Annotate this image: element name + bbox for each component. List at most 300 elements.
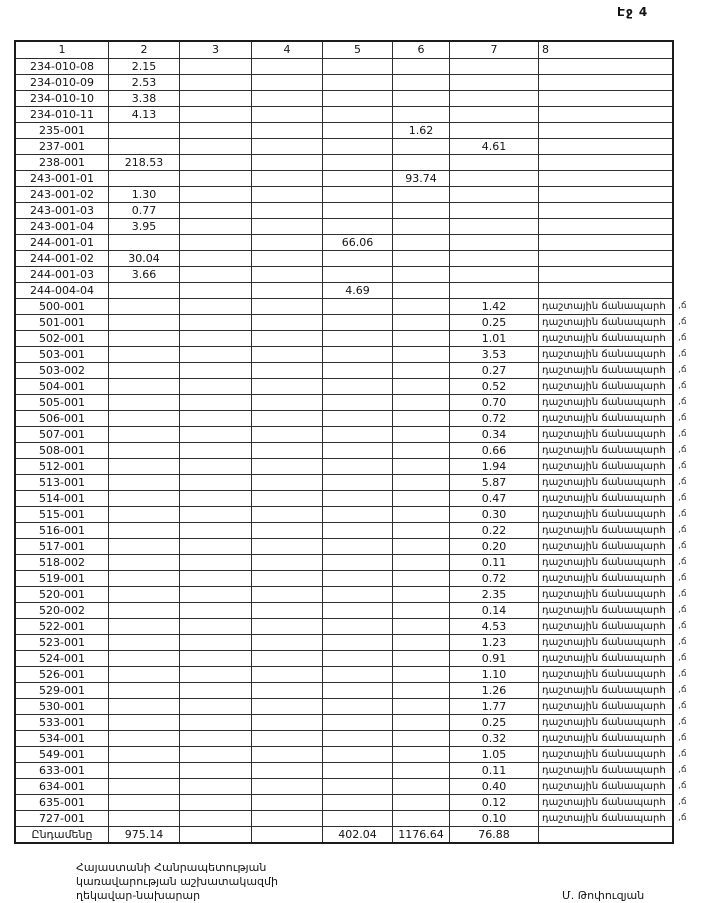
cell-col3 xyxy=(179,475,251,490)
cell-col8: դաշտային ճանապարհ xyxy=(538,747,672,762)
cell-col4 xyxy=(251,59,322,74)
cell-col5 xyxy=(322,91,392,106)
cell-col6: 1.62 xyxy=(392,123,449,138)
cell-col8: դաշտային ճանապարհ xyxy=(538,715,672,730)
cell-col5 xyxy=(322,475,392,490)
cell-col1: 634-001 xyxy=(39,780,85,793)
cell-col5 xyxy=(322,795,392,810)
cell-col4 xyxy=(251,107,322,122)
cell-col6 xyxy=(392,747,449,762)
cell-col8: դաշտային ճանապարհ xyxy=(538,683,672,698)
handwritten-margin-mark: ,ճ xyxy=(678,653,687,663)
cell-col6 xyxy=(392,555,449,570)
cell-col5 xyxy=(322,107,392,122)
cell-col2: 30.04 xyxy=(108,251,179,266)
cell-col6: 93.74 xyxy=(392,171,449,186)
table-row xyxy=(16,458,672,474)
cell-col2 xyxy=(108,283,179,298)
cell-col1: 238-001 xyxy=(39,156,85,169)
table-row xyxy=(16,58,672,74)
table-header-row xyxy=(16,42,672,58)
handwritten-margin-mark: ,ճ xyxy=(678,365,687,375)
cell-col4 xyxy=(251,427,322,442)
cell-col2: 4.13 xyxy=(108,107,179,122)
cell-col1: 635-001 xyxy=(39,796,85,809)
cell-col4 xyxy=(251,171,322,186)
cell-col8: դաշտային ճանապարհ xyxy=(538,427,672,442)
cell-col8: դաշտային ճանապարհ xyxy=(538,731,672,746)
handwritten-margin-mark: ,ճ xyxy=(678,813,687,823)
cell-col7: 1.26 xyxy=(449,683,538,698)
cell-col3 xyxy=(179,299,251,314)
cell-col4 xyxy=(251,619,322,634)
cell-col7: 0.25 xyxy=(449,315,538,330)
cell-col8 xyxy=(538,219,672,234)
cell-col5 xyxy=(322,811,392,826)
cell-col6 xyxy=(392,795,449,810)
table-row xyxy=(16,74,672,90)
cell-col1: 513-001 xyxy=(39,476,85,489)
cell-col4 xyxy=(251,139,322,154)
cell-col2 xyxy=(108,763,179,778)
cell-col1: 507-001 xyxy=(39,428,85,441)
cell-col3 xyxy=(179,59,251,74)
header-cell: 6 xyxy=(392,42,449,58)
cell-col5 xyxy=(322,123,392,138)
cell-col3 xyxy=(179,411,251,426)
cell-col7 xyxy=(449,123,538,138)
cell-col8 xyxy=(538,123,672,138)
cell-col2 xyxy=(108,411,179,426)
cell-col1: 633-001 xyxy=(39,764,85,777)
cell-col1: 234-010-09 xyxy=(30,76,94,89)
cell-col5 xyxy=(322,347,392,362)
cell-col6 xyxy=(392,459,449,474)
cell-col3 xyxy=(179,379,251,394)
handwritten-margin-mark: ,ճ xyxy=(678,445,687,455)
cell-col1: 523-001 xyxy=(39,636,85,649)
cell-col7: 0.34 xyxy=(449,427,538,442)
cell-col7 xyxy=(449,283,538,298)
table-row xyxy=(16,170,672,186)
footer-line: կառավարության աշխատակազմի xyxy=(76,875,278,888)
cell-col5 xyxy=(322,635,392,650)
table-row xyxy=(16,634,672,650)
cell-col4 xyxy=(251,635,322,650)
cell-col4 xyxy=(251,651,322,666)
cell-col3 xyxy=(179,555,251,570)
cell-col7 xyxy=(449,187,538,202)
cell-col3 xyxy=(179,139,251,154)
cell-col7: 5.87 xyxy=(449,475,538,490)
cell-col5 xyxy=(322,523,392,538)
table-row xyxy=(16,586,672,602)
cell-col8: դաշտային ճանապարհ xyxy=(538,603,672,618)
cell-col7: 3.53 xyxy=(449,347,538,362)
cell-col7: 1.23 xyxy=(449,635,538,650)
handwritten-margin-mark: ,ճ xyxy=(678,701,687,711)
cell-col4 xyxy=(251,331,322,346)
cell-col2: 2.53 xyxy=(108,75,179,90)
cell-col1: 244-001-03 xyxy=(30,268,94,281)
cell-col6 xyxy=(392,235,449,250)
cell-col8: դաշտային ճանապարհ xyxy=(538,555,672,570)
cell-col5 xyxy=(322,651,392,666)
cell-col2 xyxy=(108,523,179,538)
cell-col2 xyxy=(108,315,179,330)
cell-col6 xyxy=(392,443,449,458)
cell-col3 xyxy=(179,683,251,698)
cell-col6 xyxy=(392,731,449,746)
table-row xyxy=(16,778,672,794)
cell-col3 xyxy=(179,539,251,554)
cell-col7 xyxy=(449,91,538,106)
cell-col1: 534-001 xyxy=(39,732,85,745)
cell-col1: 529-001 xyxy=(39,684,85,697)
table-row xyxy=(16,602,672,618)
cell-col5 xyxy=(322,171,392,186)
cell-col6 xyxy=(392,299,449,314)
cell-col5 xyxy=(322,331,392,346)
cell-col3 xyxy=(179,747,251,762)
cell-col4 xyxy=(251,683,322,698)
table-row xyxy=(16,186,672,202)
cell-col2 xyxy=(108,747,179,762)
cell-col2 xyxy=(108,779,179,794)
cell-col4 xyxy=(251,91,322,106)
cell-col4 xyxy=(251,571,322,586)
table-row xyxy=(16,474,672,490)
cell-col3 xyxy=(179,763,251,778)
cell-col3 xyxy=(179,667,251,682)
handwritten-margin-mark: ,ճ xyxy=(678,669,687,679)
table-row xyxy=(16,346,672,362)
cell-col1: 516-001 xyxy=(39,524,85,537)
cell-col1: 503-002 xyxy=(39,364,85,377)
cell-col7: 1.01 xyxy=(449,331,538,346)
cell-col8 xyxy=(538,75,672,90)
table-row xyxy=(16,810,672,826)
cell-col7: 76.88 xyxy=(449,827,538,842)
cell-col6 xyxy=(392,155,449,170)
cell-col4 xyxy=(251,283,322,298)
cell-col8: դաշտային ճանապարհ xyxy=(538,459,672,474)
cell-col1: 234-010-10 xyxy=(30,92,94,105)
cell-col1: 514-001 xyxy=(39,492,85,505)
cell-col8 xyxy=(538,171,672,186)
cell-col6 xyxy=(392,411,449,426)
cell-col4 xyxy=(251,203,322,218)
cell-col5 xyxy=(322,715,392,730)
cell-col1: 508-001 xyxy=(39,444,85,457)
cell-col1: 243-001-03 xyxy=(30,204,94,217)
cell-col5 xyxy=(322,763,392,778)
cell-col5 xyxy=(322,587,392,602)
cell-col6 xyxy=(392,203,449,218)
cell-col3 xyxy=(179,235,251,250)
cell-col6 xyxy=(392,699,449,714)
cell-col4 xyxy=(251,251,322,266)
cell-col5 xyxy=(322,267,392,282)
cell-col2 xyxy=(108,699,179,714)
handwritten-margin-mark: ,ճ xyxy=(678,317,687,327)
handwritten-margin-mark: ,ճ xyxy=(678,429,687,439)
cell-col1: 506-001 xyxy=(39,412,85,425)
cell-col4 xyxy=(251,75,322,90)
cell-col7 xyxy=(449,155,538,170)
cell-col4 xyxy=(251,539,322,554)
table-row xyxy=(16,554,672,570)
cell-col5 xyxy=(322,443,392,458)
cell-col7: 0.27 xyxy=(449,363,538,378)
cell-col2: 3.95 xyxy=(108,219,179,234)
cell-col2 xyxy=(108,811,179,826)
cell-col7: 0.22 xyxy=(449,523,538,538)
page-number: Էջ 4 xyxy=(617,5,649,19)
cell-col3 xyxy=(179,443,251,458)
cell-col8 xyxy=(538,139,672,154)
cell-col7: 2.35 xyxy=(449,587,538,602)
cell-col1: 519-001 xyxy=(39,572,85,585)
cell-col2 xyxy=(108,395,179,410)
cell-col2: 0.77 xyxy=(108,203,179,218)
cell-col3 xyxy=(179,507,251,522)
cell-col4 xyxy=(251,443,322,458)
cell-col5 xyxy=(322,555,392,570)
cell-col8 xyxy=(538,827,672,842)
cell-col4 xyxy=(251,347,322,362)
header-cell: 7 xyxy=(449,42,538,58)
cell-col8: դաշտային ճանապարհ xyxy=(538,507,672,522)
cell-col2 xyxy=(108,507,179,522)
handwritten-margin-mark: ,ճ xyxy=(678,349,687,359)
cell-col3 xyxy=(179,827,251,842)
cell-col6 xyxy=(392,75,449,90)
cell-col4 xyxy=(251,219,322,234)
table-row xyxy=(16,266,672,282)
cell-col1: 520-002 xyxy=(39,604,85,617)
cell-col6 xyxy=(392,187,449,202)
handwritten-margin-mark: ,ճ xyxy=(678,717,687,727)
cell-col2 xyxy=(108,139,179,154)
cell-col8: դաշտային ճանապարհ xyxy=(538,667,672,682)
handwritten-margin-mark: ,ճ xyxy=(678,781,687,791)
cell-col7: 4.61 xyxy=(449,139,538,154)
cell-col2 xyxy=(108,363,179,378)
table-row xyxy=(16,762,672,778)
table-row xyxy=(16,282,672,298)
cell-col4 xyxy=(251,379,322,394)
cell-col2 xyxy=(108,123,179,138)
table-row xyxy=(16,650,672,666)
cell-col6 xyxy=(392,139,449,154)
table-row xyxy=(16,698,672,714)
cell-col3 xyxy=(179,155,251,170)
cell-col6 xyxy=(392,667,449,682)
cell-col8: դաշտային ճանապարհ xyxy=(538,763,672,778)
cell-col7: 0.70 xyxy=(449,395,538,410)
cell-col2 xyxy=(108,731,179,746)
cell-col6 xyxy=(392,587,449,602)
cell-col3 xyxy=(179,715,251,730)
cell-col5 xyxy=(322,315,392,330)
cell-col3 xyxy=(179,427,251,442)
cell-col6 xyxy=(392,571,449,586)
cell-col6 xyxy=(392,91,449,106)
cell-col4 xyxy=(251,779,322,794)
cell-col3 xyxy=(179,251,251,266)
cell-col3 xyxy=(179,811,251,826)
handwritten-margin-mark: ,ճ xyxy=(678,301,687,311)
cell-col6 xyxy=(392,619,449,634)
cell-col5 xyxy=(322,491,392,506)
cell-col2 xyxy=(108,571,179,586)
table-row xyxy=(16,666,672,682)
table-row xyxy=(16,90,672,106)
cell-col4 xyxy=(251,363,322,378)
cell-col4 xyxy=(251,267,322,282)
cell-col5 xyxy=(322,155,392,170)
cell-col8: դաշտային ճանապարհ xyxy=(538,795,672,810)
cell-col7: 0.12 xyxy=(449,795,538,810)
cell-col7 xyxy=(449,75,538,90)
cell-col8: դաշտային ճանապարհ xyxy=(538,699,672,714)
cell-col5: 66.06 xyxy=(322,235,392,250)
cell-col7 xyxy=(449,251,538,266)
cell-col5 xyxy=(322,667,392,682)
table-row xyxy=(16,682,672,698)
cell-col7: 0.32 xyxy=(449,731,538,746)
cell-col1: 530-001 xyxy=(39,700,85,713)
cell-col2 xyxy=(108,539,179,554)
cell-col8: դաշտային ճանապարհ xyxy=(538,651,672,666)
cell-col1: 512-001 xyxy=(39,460,85,473)
table-row xyxy=(16,570,672,586)
cell-col4 xyxy=(251,123,322,138)
cell-col6 xyxy=(392,763,449,778)
cell-col2: 1.30 xyxy=(108,187,179,202)
cell-col3 xyxy=(179,347,251,362)
cell-col8 xyxy=(538,187,672,202)
cell-col5 xyxy=(322,571,392,586)
cell-col8: դաշտային ճանապարհ xyxy=(538,411,672,426)
cell-col1: 515-001 xyxy=(39,508,85,521)
cell-col4 xyxy=(251,699,322,714)
cell-col2 xyxy=(108,635,179,650)
cell-col5 xyxy=(322,187,392,202)
signature-name: Մ. Թոփուզյան xyxy=(562,889,645,902)
handwritten-margin-mark: ,ճ xyxy=(678,605,687,615)
cell-col3 xyxy=(179,795,251,810)
table-row xyxy=(16,330,672,346)
cell-col4 xyxy=(251,667,322,682)
header-cell: 5 xyxy=(322,42,392,58)
cell-col6 xyxy=(392,219,449,234)
cell-col7: 0.11 xyxy=(449,763,538,778)
cell-col3 xyxy=(179,395,251,410)
cell-col4 xyxy=(251,459,322,474)
cell-col1: 500-001 xyxy=(39,300,85,313)
cell-col5 xyxy=(322,203,392,218)
cell-col2 xyxy=(108,667,179,682)
cell-col5 xyxy=(322,59,392,74)
cell-col3 xyxy=(179,731,251,746)
handwritten-margin-mark: ,ճ xyxy=(678,397,687,407)
cell-col2: 3.66 xyxy=(108,267,179,282)
table-row xyxy=(16,314,672,330)
cell-col6 xyxy=(392,427,449,442)
cell-col1: 243-001-04 xyxy=(30,220,94,233)
cell-col1: 533-001 xyxy=(39,716,85,729)
footer-line: Հայաստանի Հանրապետության xyxy=(76,861,267,874)
cell-col6 xyxy=(392,267,449,282)
cell-col1: 501-001 xyxy=(39,316,85,329)
cell-col2 xyxy=(108,555,179,570)
cell-col6 xyxy=(392,251,449,266)
cell-col7 xyxy=(449,235,538,250)
cell-col4 xyxy=(251,411,322,426)
cell-col5 xyxy=(322,411,392,426)
cell-col3 xyxy=(179,603,251,618)
cell-col1: 244-001-02 xyxy=(30,252,94,265)
cell-col3 xyxy=(179,219,251,234)
cell-col4 xyxy=(251,731,322,746)
cell-col5: 402.04 xyxy=(322,827,392,842)
footer-signatory-title xyxy=(76,861,278,903)
cell-col6 xyxy=(392,315,449,330)
cell-col4 xyxy=(251,795,322,810)
cell-col6 xyxy=(392,635,449,650)
cell-col8 xyxy=(538,59,672,74)
table-row xyxy=(16,490,672,506)
cell-col6 xyxy=(392,811,449,826)
table-row xyxy=(16,794,672,810)
cell-col1: 243-001-02 xyxy=(30,188,94,201)
cell-col6 xyxy=(392,603,449,618)
cell-col6 xyxy=(392,107,449,122)
cell-col5 xyxy=(322,779,392,794)
cell-col2 xyxy=(108,443,179,458)
cell-col1: 549-001 xyxy=(39,748,85,761)
cell-col1: 727-001 xyxy=(39,812,85,825)
handwritten-margin-mark: ,ճ xyxy=(678,541,687,551)
cell-col1: 522-001 xyxy=(39,620,85,633)
handwritten-margin-mark: ,ճ xyxy=(678,749,687,759)
header-cell: 2 xyxy=(108,42,179,58)
table-row xyxy=(16,138,672,154)
cell-col8: դաշտային ճանապարհ xyxy=(538,587,672,602)
cell-col8 xyxy=(538,267,672,282)
table-row xyxy=(16,506,672,522)
cell-col5 xyxy=(322,459,392,474)
cell-col7 xyxy=(449,171,538,186)
handwritten-margin-mark: ,ճ xyxy=(678,765,687,775)
cell-col4 xyxy=(251,395,322,410)
cell-col4 xyxy=(251,811,322,826)
cell-col1: 526-001 xyxy=(39,668,85,681)
cell-col7: 1.10 xyxy=(449,667,538,682)
cell-col4 xyxy=(251,315,322,330)
handwritten-margin-mark: ,ճ xyxy=(678,733,687,743)
table-row xyxy=(16,234,672,250)
cell-col4 xyxy=(251,299,322,314)
table-row xyxy=(16,362,672,378)
cell-col5 xyxy=(322,539,392,554)
cell-col7: 0.66 xyxy=(449,443,538,458)
cell-col1: 234-010-08 xyxy=(30,60,94,73)
cell-col2: 975.14 xyxy=(108,827,179,842)
cell-col3 xyxy=(179,587,251,602)
